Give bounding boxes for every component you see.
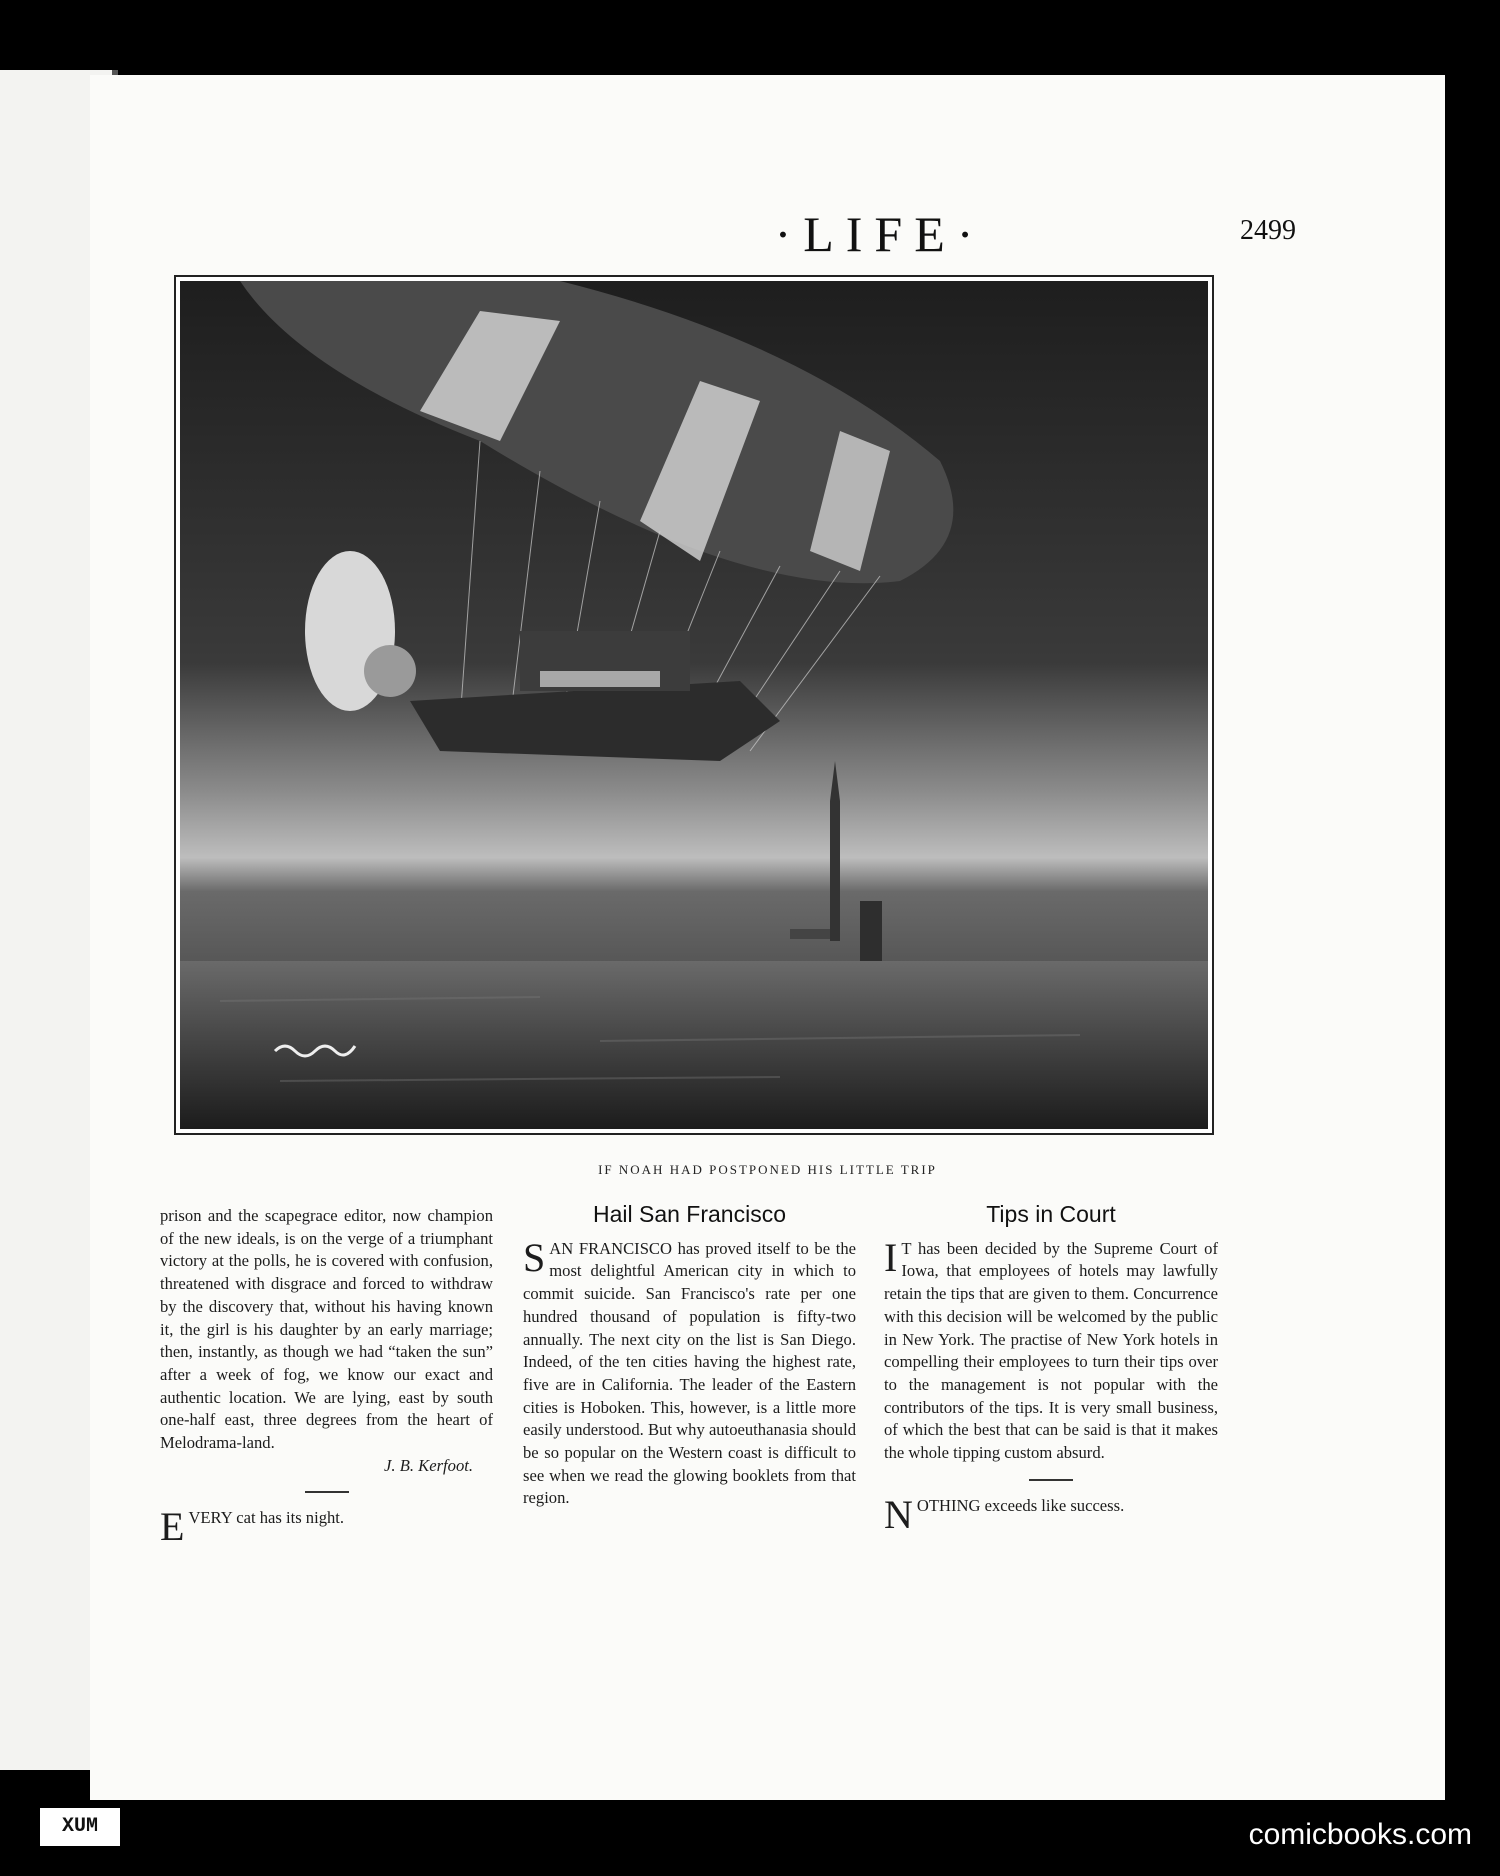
- masthead-title: ·LIFE·: [774, 206, 986, 262]
- column3-filler: NOTHING exceeds like success.: [884, 1491, 1125, 1537]
- site-watermark: comicbooks.com: [1248, 1818, 1472, 1851]
- article-column-2: [523, 1201, 856, 1510]
- author-byline: J. B. Kerfoot.: [384, 1455, 473, 1475]
- airship-illustration: [174, 275, 1214, 1135]
- section-divider: [305, 1491, 349, 1493]
- page-number: 2499: [1240, 215, 1296, 246]
- airship-drawing: [180, 281, 1208, 1129]
- column1-filler: EVERY cat has its night.: [160, 1504, 345, 1550]
- article-heading-hail-san-francisco: Hail San Francisco: [592, 1201, 787, 1227]
- article-heading-tips-in-court: Tips in Court: [986, 1201, 1116, 1227]
- article-column-3: [884, 1201, 1218, 1537]
- column2-paragraph: SAN FRANCISCO has proved itself to be the most delightful American city in which to commit suicide. San Francisco's rate per one hundred thousand of population is fifty-two annually. The next city on the list is San Diego. Indeed, of the ten cities having the highest rate, five are in California. The leader of the Eastern cities is Hoboken. This, however, is a little more easily understood. But why autoeuthanasia should be so popular on the Western coast is difficult to see when we read the glowing booklets from that region.: [523, 1234, 856, 1508]
- article-column-1: [160, 1205, 493, 1550]
- archive-stamp: XUM: [40, 1808, 120, 1846]
- magazine-page: [90, 75, 1445, 1800]
- illustration-caption: IF NOAH HAD POSTPONED HIS LITTLE TRIP: [598, 1162, 937, 1177]
- column3-paragraph: IT has been decided by the Supreme Court of Iowa, that employees of hotels may lawfully retain the tips that are given to them. Concurrence with this decision will be welcomed by the public in New York. The practise of New York hotels in compelling their employees to turn their tips over to the management is not popular with the contributors of the tips. It is very small business, of which the best that can be said is that it makes the whole tipping custom absurd.: [884, 1234, 1218, 1463]
- column1-paragraph: prison and the scapegrace editor, now champion of the new ideals, is on the verge of a triumphant victory at the polls, he is covered with confusion, threatened with disgrace and forced to withdraw by the discovery that, without his having known it, the girl is his daughter by an early marriage; then, instantly, as though we had “taken the sun” after a week of fog, we know our exact and authentic location. We are lying, east by south one-half east, three degrees from the heart of Melodrama-land.: [160, 1206, 493, 1453]
- section-divider: [1029, 1479, 1073, 1481]
